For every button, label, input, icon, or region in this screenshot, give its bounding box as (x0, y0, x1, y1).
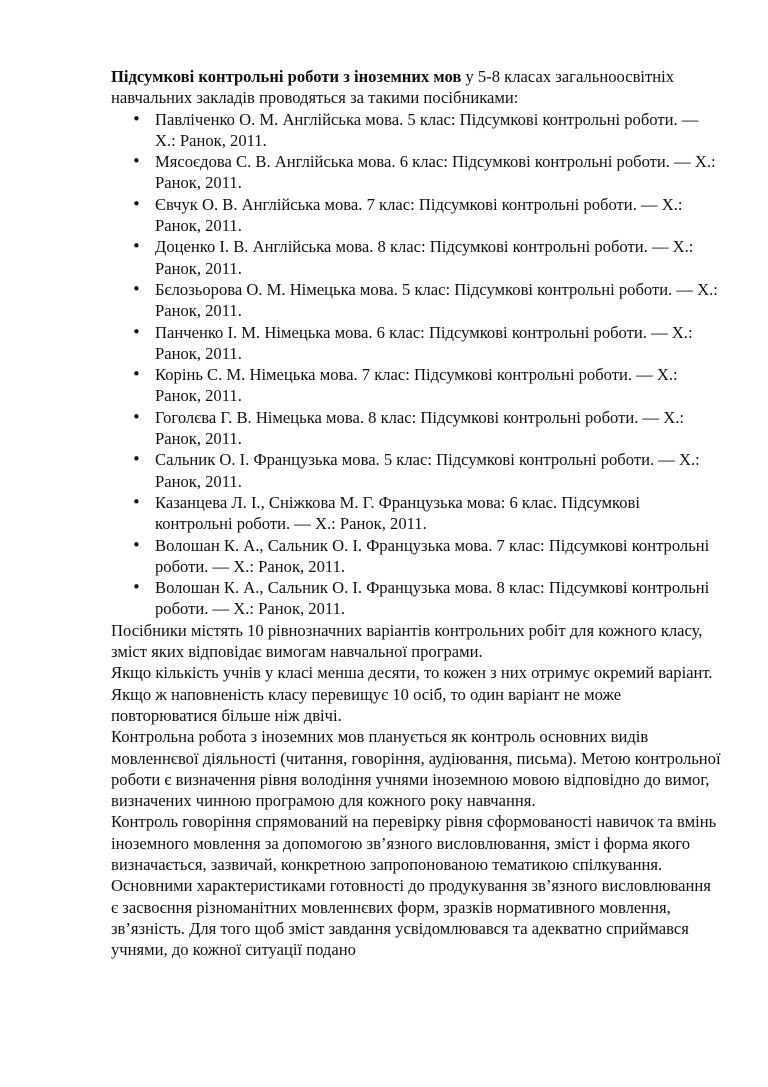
intro-text: у 5-8 класах загальноосвітніх навчальних закладів проводяться за такими посібниками: (111, 67, 675, 108)
reference-item: • Волошан К. А., Сальник О. І. Французька мова. 8 клас: Підсумкові контрольні роботи. — Х.: Ранок, 2011. (111, 577, 721, 620)
reference-item: • Мясоєдова С. В. Англійська мова. 6 клас: Підсумкові контрольні роботи. — Х.: Ранок, 2011. (111, 151, 721, 194)
reference-item: • Євчук О. В. Англійська мова. 7 клас: Підсумкові контрольні роботи. — Х.: Ранок, 2011. (111, 194, 721, 237)
reference-item: • Доценко І. В. Англійська мова. 8 клас: Підсумкові контрольні роботи. — Х.: Ранок, 2011. (111, 236, 721, 279)
reference-list (111, 109, 721, 620)
reference-item: • Волошан К. А., Сальник О. І. Французька мова. 7 клас: Підсумкові контрольні роботи. — Х.: Ранок, 2011. (111, 535, 721, 578)
paragraph-class-size: Якщо кількість учнів у класі менша десяти, то кожен з них отримує окремий варіант. Якщо ж наповненість класу перевищує 10 осіб, то один варіант не може повторюватися більше ніж двічі. (111, 663, 713, 725)
reference-item: • Казанцева Л. І., Сніжкова М. Г. Французька мова: 6 клас. Підсумкові контрольні роботи. — Х.: Ранок, 2011. (111, 492, 721, 535)
paragraph-purpose: Контрольна робота з іноземних мов планується як контроль основних видів мовленнєвої діяльності (читання, говоріння, аудіювання, письма). Метою контрольної роботи є визначення рівня володіння учнями іноземною мовою відповідно до вимог, визначених чинною програмою для кожного року навчання. (111, 727, 721, 811)
paragraph-speaking-control: Контроль говоріння спрямований на перевірку рівня сформованості навичок та вмінь іноземного мовлення за допомогою зв’язного висловлювання, зміст і форма якого визначається, зазвичай, конкретною запропонованою тематикою спілкування. Основними характеристиками готовності до продукування зв’язного висловлювання є засвоєння різноманітних мовленнєвих форм, зразків нормативного мовлення, зв’язність. Для того щоб зміст завдання усвідомлювався та адекватно сприймався учнями, до кожної ситуації подано (111, 812, 717, 960)
reference-item: • Павліченко О. М. Англійська мова. 5 клас: Підсумкові контрольні роботи. — Х.: Ранок, 2011. (111, 109, 721, 152)
intro-bold-heading: Підсумкові контрольні роботи з іноземних мов (111, 67, 462, 86)
intro-paragraph (111, 66, 721, 109)
reference-item: • Сальник О. І. Французька мова. 5 клас: Підсумкові контрольні роботи. — Х.: Ранок, 2011. (111, 449, 721, 492)
paragraph-variants: Посібники містять 10 рівнозначних варіантів контрольних робіт для кожного класу, зміст яких відповідає вимогам навчальної програми. (111, 620, 703, 662)
reference-item: • Бєлозьорова О. М. Німецька мова. 5 клас: Підсумкові контрольні роботи. — Х.: Ранок, 2011. (111, 279, 721, 322)
reference-item: • Гоголєва Г. В. Німецька мова. 8 клас: Підсумкові контрольні роботи. — Х.: Ранок, 2011. (111, 407, 721, 450)
document-page (111, 66, 721, 960)
reference-item: • Корінь С. М. Німецька мова. 7 клас: Підсумкові контрольні роботи. — Х.: Ранок, 2011. (111, 364, 721, 407)
reference-item: • Панченко І. М. Німецька мова. 6 клас: Підсумкові контрольні роботи. — Х.: Ранок, 2011. (111, 322, 721, 365)
